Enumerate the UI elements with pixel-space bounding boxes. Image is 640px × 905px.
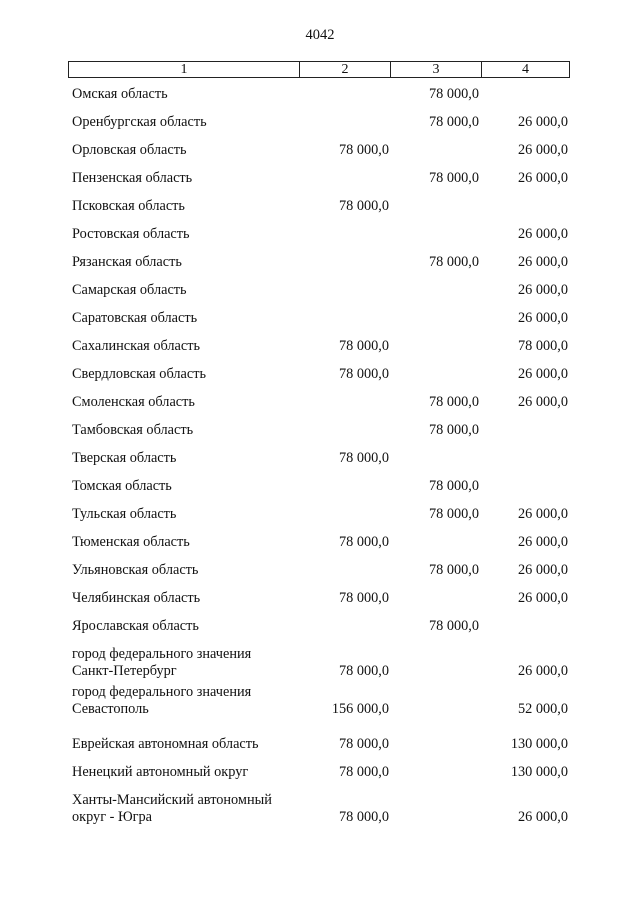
region-name: Еврейская автономная область: [72, 736, 259, 752]
table-row: [68, 506, 570, 534]
cell-col-4: 26 000,0: [517, 226, 568, 242]
table-row: [68, 562, 570, 590]
cell-col-2: 78 000,0: [338, 590, 389, 606]
table-row: [68, 478, 570, 506]
table-row: [68, 254, 570, 282]
cell-col-2: 78 000,0: [338, 764, 389, 780]
cell-col-4: 78 000,0: [517, 338, 568, 354]
cell-col-2: 156 000,0: [331, 701, 389, 717]
cell-col-3: 78 000,0: [428, 506, 479, 522]
table-row: [68, 142, 570, 170]
table-row: [68, 170, 570, 198]
cell-col-3: 78 000,0: [428, 114, 479, 130]
region-name: Ненецкий автономный округ: [72, 764, 249, 780]
cell-col-2: 78 000,0: [338, 366, 389, 382]
cell-col-2: 78 000,0: [338, 338, 389, 354]
column-header-4: 4: [481, 62, 569, 77]
table-row: [68, 310, 570, 338]
cell-col-3: 78 000,0: [428, 170, 479, 186]
cell-col-4: 26 000,0: [517, 170, 568, 186]
table-row: [68, 198, 570, 226]
column-header-3: 3: [390, 62, 481, 77]
region-name: Челябинская область: [72, 590, 201, 606]
region-name: Ростовская область: [72, 226, 190, 242]
region-name: Смоленская область: [72, 394, 195, 410]
cell-col-4: 26 000,0: [517, 114, 568, 130]
region-name: город федерального значения Севастополь: [72, 684, 252, 717]
table-row: [68, 114, 570, 142]
table-row: [68, 590, 570, 618]
column-header-2: 2: [299, 62, 390, 77]
region-name: Сахалинская область: [72, 338, 200, 354]
cell-col-2: 78 000,0: [338, 663, 389, 679]
region-name: Тюменская область: [72, 534, 190, 550]
cell-col-3: 78 000,0: [428, 478, 479, 494]
cell-col-3: 78 000,0: [428, 422, 479, 438]
region-name: Оренбургская область: [72, 114, 207, 130]
table-row: [68, 422, 570, 450]
table-row: [68, 394, 570, 422]
table-row: [68, 764, 570, 792]
region-name: Свердловская область: [72, 366, 206, 382]
table-header: [68, 61, 570, 78]
cell-col-4: 26 000,0: [517, 534, 568, 550]
region-name: Саратовская область: [72, 310, 198, 326]
table-row: [68, 646, 570, 679]
table-row: [68, 450, 570, 478]
region-name: Ульяновская область: [72, 562, 199, 578]
cell-col-2: 78 000,0: [338, 534, 389, 550]
cell-col-4: 26 000,0: [517, 142, 568, 158]
cell-col-4: 26 000,0: [517, 254, 568, 270]
cell-col-3: 78 000,0: [428, 562, 479, 578]
cell-col-4: 26 000,0: [517, 394, 568, 410]
cell-col-4: 26 000,0: [517, 310, 568, 326]
cell-col-4: 26 000,0: [517, 366, 568, 382]
column-header-1: 1: [180, 62, 188, 77]
region-name: Псковская область: [72, 198, 185, 214]
cell-col-4: 26 000,0: [517, 809, 568, 825]
cell-col-4: 26 000,0: [517, 282, 568, 298]
cell-col-2: 78 000,0: [338, 142, 389, 158]
table-row: [68, 338, 570, 366]
cell-col-3: 78 000,0: [428, 618, 479, 634]
region-name: Орловская область: [72, 142, 187, 158]
table-row: [68, 736, 570, 764]
table-row: [68, 792, 570, 825]
cell-col-3: 78 000,0: [428, 86, 479, 102]
table-row: [68, 618, 570, 646]
cell-col-3: 78 000,0: [428, 394, 479, 410]
region-name: Тверская область: [72, 450, 177, 466]
cell-col-4: 52 000,0: [517, 701, 568, 717]
page-number: 4042: [305, 27, 335, 43]
cell-col-4: 130 000,0: [510, 764, 568, 780]
cell-col-4: 26 000,0: [517, 506, 568, 522]
region-name: Тульская область: [72, 506, 177, 522]
table-row: [68, 684, 570, 717]
cell-col-2: 78 000,0: [338, 809, 389, 825]
cell-col-4: 26 000,0: [517, 663, 568, 679]
table-row: [68, 534, 570, 562]
table-row: [68, 282, 570, 310]
cell-col-2: 78 000,0: [338, 198, 389, 214]
region-name: Ханты-Мансийский автономный округ - Югра: [72, 792, 272, 825]
table-row: [68, 86, 570, 114]
region-name: Омская область: [72, 86, 168, 102]
region-name: Томская область: [72, 478, 172, 494]
region-name: Тамбовская область: [72, 422, 194, 438]
region-name: город федерального значения Санкт-Петербург: [72, 646, 252, 679]
table-row: [68, 366, 570, 394]
cell-col-4: 26 000,0: [517, 590, 568, 606]
region-name: Ярославская область: [72, 618, 199, 634]
cell-col-4: 130 000,0: [510, 736, 568, 752]
cell-col-2: 78 000,0: [338, 450, 389, 466]
cell-col-3: 78 000,0: [428, 254, 479, 270]
cell-col-4: 26 000,0: [517, 562, 568, 578]
cell-col-2: 78 000,0: [338, 736, 389, 752]
region-name: Рязанская область: [72, 254, 182, 270]
region-name: Самарская область: [72, 282, 187, 298]
table-row: [68, 226, 570, 254]
region-name: Пензенская область: [72, 170, 193, 186]
